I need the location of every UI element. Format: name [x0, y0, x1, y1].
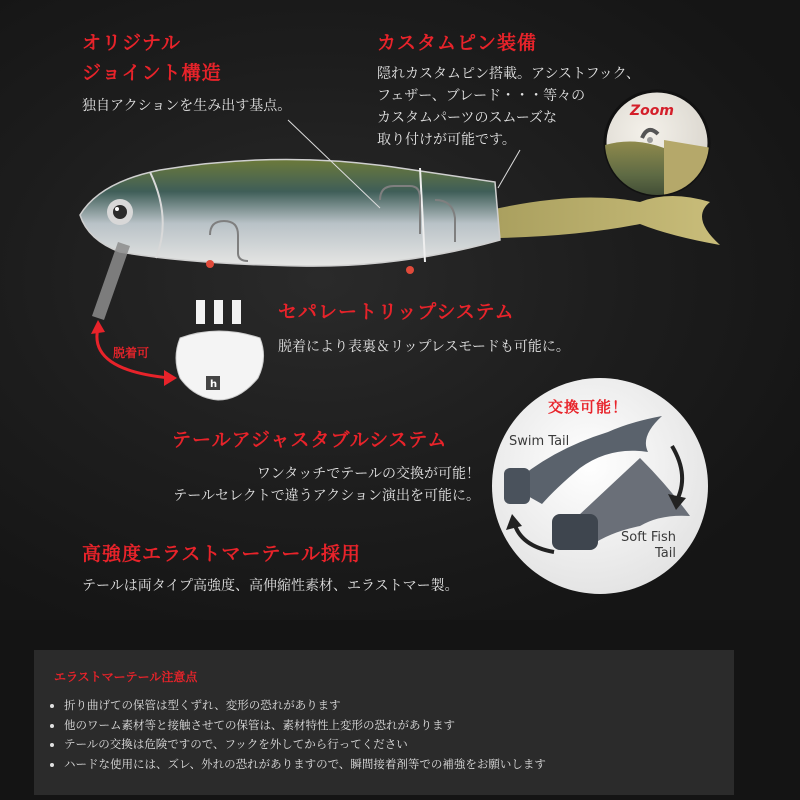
custom-pin-title: カスタムピン装備 — [377, 32, 538, 54]
soft-tail-label — [612, 530, 676, 562]
soft-tail-label-line: Soft Fish — [621, 530, 676, 545]
notice-item: • ハードな使用には、ズレ、外れの恐れがありますので、瞬間接着剤等での補強をお願いします — [64, 755, 546, 775]
joint-desc: 独自アクションを生み出す基点。 — [82, 98, 292, 114]
elastomer-desc: テールは両タイプ高強度、高伸縮性素材、エラストマー製。 — [82, 578, 459, 594]
swim-tail-label: Swim Tail — [509, 434, 570, 449]
tail-adjust-title: テールアジャスタブルシステム — [172, 429, 448, 451]
notice-list — [46, 696, 546, 774]
detach-label: 脱着可 — [113, 346, 150, 360]
tail-adjust-desc-line: ワンタッチでテールの交換が可能！ — [256, 466, 480, 482]
soft-tail-label-line: Tail — [655, 546, 676, 561]
notice-title: エラストマーテール注意点 — [54, 670, 198, 684]
lip-desc: 脱着により表裏＆リップレスモードも可能に。 — [278, 339, 570, 355]
lip-title: セパレートリップシステム — [278, 301, 515, 323]
leader-lines — [0, 0, 800, 320]
tail-adjust-desc — [100, 463, 480, 507]
joint-title-line2: ジョイント構造 — [82, 62, 222, 84]
notice-item: • 折り曲げての保管は型くずれ、変形の恐れがあります — [64, 696, 546, 716]
notice-box — [34, 650, 734, 795]
tail-adjust-desc-line: テールセレクトで違うアクション演出を可能に。 — [173, 488, 480, 504]
custom-pin-desc-line: 隠れカスタムピン搭載。アシストフック、 — [377, 66, 641, 82]
swap-label: 交換可能！ — [548, 398, 629, 416]
custom-pin-desc-line: カスタムパーツのスムーズな — [377, 110, 558, 126]
notice-item: • テールの交換は危険ですので、フックを外してから行ってください — [64, 735, 546, 755]
joint-title-line1: オリジナル — [82, 32, 182, 54]
zoom-label: Zoom — [630, 103, 674, 119]
custom-pin-desc-line: 取り付けが可能です。 — [377, 132, 516, 148]
notice-item: • 他のワーム素材等と接触させての保管は、素材特性上変形の恐れがあります — [64, 716, 546, 736]
elastomer-title: 高強度エラストマーテール採用 — [82, 543, 362, 565]
lip-mark: h — [210, 379, 218, 390]
custom-pin-desc-line: フェザー、ブレード・・・等々の — [377, 88, 586, 104]
